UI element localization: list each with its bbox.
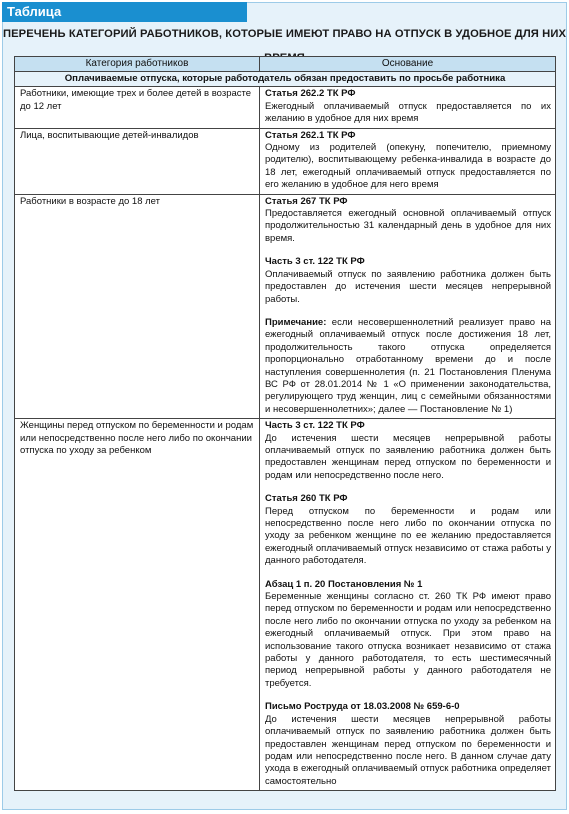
category-cell: Работники в возрасте до 18 лет bbox=[15, 194, 260, 419]
basis-cell bbox=[260, 419, 556, 791]
basis-cell bbox=[260, 87, 556, 128]
header-category: Категория работников bbox=[15, 57, 260, 72]
table-row bbox=[15, 194, 556, 419]
basis-text: До истечения шести месяцев непрерывной работы оплачиваемый отпуск по заявлению работника должен быть предоставлен женщинам перед отпуском по беременности и родам или непосредственно после него. bbox=[265, 432, 551, 481]
category-cell: Женщины перед отпуском по беременности и родам или непосредственно после него либо по окончании отпуска по уходу за ребенком bbox=[15, 419, 260, 791]
table-header-row bbox=[15, 57, 556, 72]
basis-heading: Часть 3 ст. 122 ТК РФ bbox=[265, 420, 365, 432]
category-cell: Работники, имеющие трех и более детей в возрасте до 12 лет bbox=[15, 87, 260, 128]
basis-heading: Статья 267 ТК РФ bbox=[265, 195, 348, 207]
basis-text: До истечения шести месяцев непрерывной работы оплачиваемый отпуск по заявлению работника должен быть предоставлен женщинам перед отпуском по беременности и родам или непосредственно после него. В данном случае дату ухода в ежегодный оплачиваемый отпуск работника определяет самостоятельно bbox=[265, 713, 551, 787]
basis-heading: Письмо Роструда от 18.03.2008 № 659-6-0 bbox=[265, 701, 460, 713]
table-row bbox=[15, 419, 556, 791]
table-tab-label: Таблица bbox=[2, 2, 247, 22]
basis-cell bbox=[260, 194, 556, 419]
employee-categories-table bbox=[14, 56, 556, 791]
basis-heading: Статья 262.1 ТК РФ bbox=[265, 129, 356, 141]
section-row bbox=[15, 72, 556, 87]
basis-text: Предоставляется ежегодный основной оплачиваемый отпуск продолжительностью 31 календарный день в удобное для них время. bbox=[265, 208, 551, 244]
table-row bbox=[15, 128, 556, 194]
header-basis: Основание bbox=[260, 57, 556, 72]
basis-heading: Статья 262.2 ТК РФ bbox=[265, 88, 356, 100]
employee-categories-table-container bbox=[14, 56, 555, 791]
basis-cell bbox=[260, 128, 556, 194]
basis-text: Перед отпуском по беременности и родам или непосредственно после него либо по окончании отпуска по уходу за ребенком женщине по ее желанию предоставляется ежегодный оплачиваемый отпуск независимо от стажа работы у данного работодателя. bbox=[265, 505, 551, 567]
basis-text: Ежегодный оплачиваемый отпуск предоставляется по их желанию в удобное для них время bbox=[265, 100, 551, 125]
section-title: Оплачиваемые отпуска, которые работодатель обязан предоставить по просьбе работника bbox=[15, 72, 556, 87]
note-text: если несовершеннолетний реализует право на ежегодный оплачиваемый отпуск после достижения 18 лет, продолжительность такого отпуска определяется пропорционально отработанному времени до и после наступления совершеннолетия (п. 21 Постановления Пленума ВС РФ от 28.01.2014 № 1 «О применении законодательства, регулирующего труд женщин, лиц с семейными обязанностями и несовершеннолетних»; далее — Постановление № 1) bbox=[265, 316, 551, 415]
basis-text: Одному из родителей (опекуну, попечителю, приемному родителю), воспитывающему ребенка-инвалида в возрасте до 18 лет, ежегодный оплачиваемый отпуск предоставляется по его желанию в удобное для него время bbox=[265, 142, 551, 191]
basis-text: Беременные женщины согласно ст. 260 ТК РФ имеют право перед отпуском по беременности и родам или непосредственно после него либо по окончании отпуска по уходу за ребенком на ежегодный оплачиваемый отпуск. При этом право на использование такого отпуска возникает независимо от стажа работы у данного работодателя, то есть шестимесячный период непрерывной работы у данного работодателя не требуется. bbox=[265, 591, 551, 689]
basis-heading: Абзац 1 п. 20 Постановления № 1 bbox=[265, 578, 423, 590]
table-row bbox=[15, 87, 556, 128]
basis-heading: Статья 260 ТК РФ bbox=[265, 493, 348, 505]
basis-heading: Часть 3 ст. 122 ТК РФ bbox=[265, 256, 365, 268]
note-label: Примечание: bbox=[265, 316, 327, 328]
page-title: ПЕРЕЧЕНЬ КАТЕГОРИЙ РАБОТНИКОВ, КОТОРЫЕ ИМЕЮТ ПРАВО НА ОТПУСК В УДОБНОЕ ДЛЯ НИХ bbox=[2, 28, 567, 40]
category-cell: Лица, воспитывающие детей-инвалидов bbox=[15, 128, 260, 194]
basis-text: Оплачиваемый отпуск по заявлению работника должен быть предоставлен до истечения шести месяцев непрерывной работы. bbox=[265, 268, 551, 305]
